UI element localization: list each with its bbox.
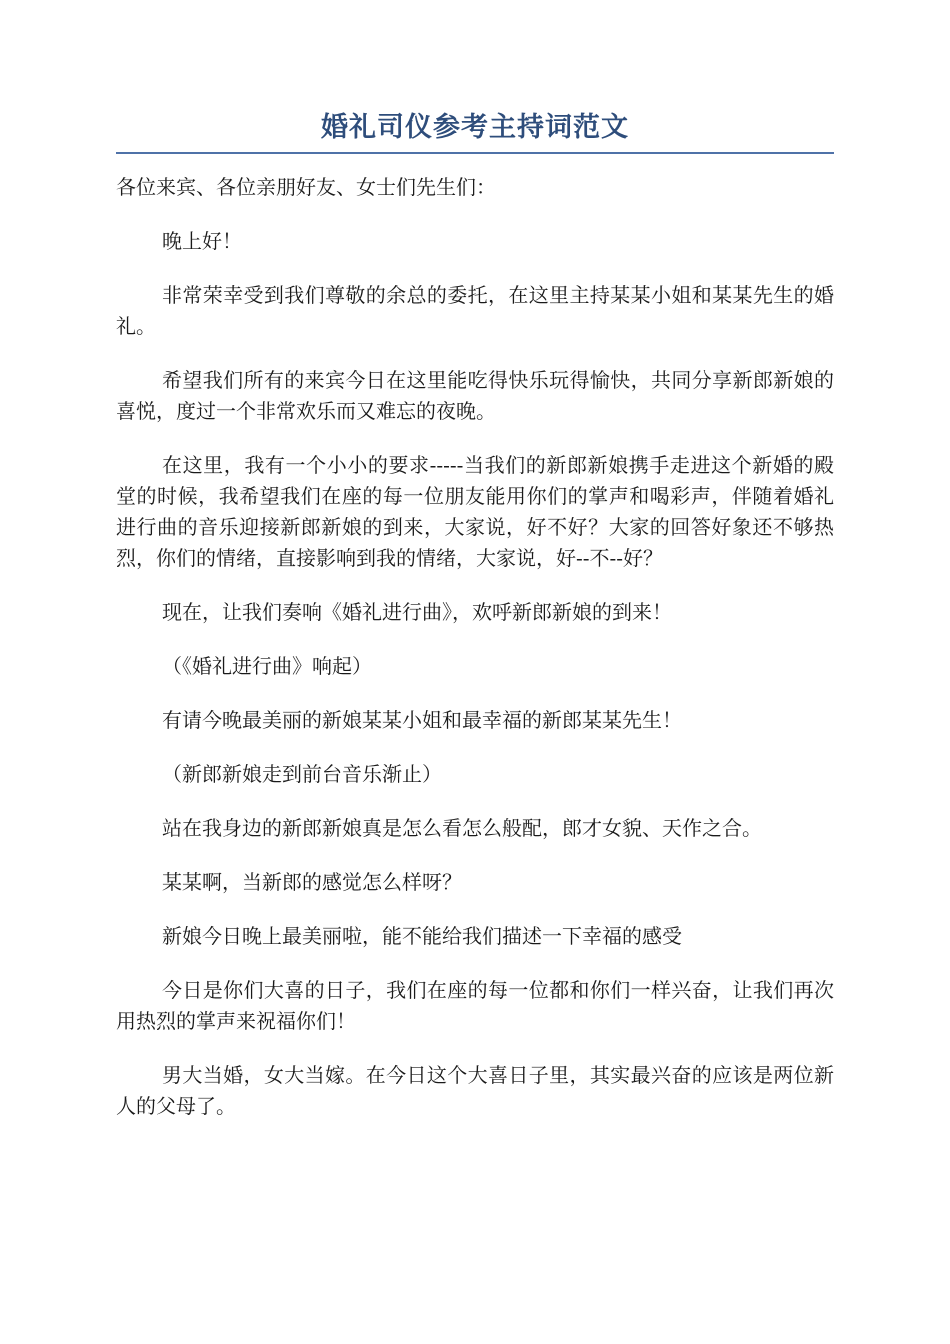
paragraph: 某某啊，当新郎的感觉怎么样呀？ [162, 870, 462, 894]
paragraph: 晚上好！ [162, 229, 242, 253]
paragraph: 在这里，我有一个小小的要求-----当我们的新郎新娘携手走进这个新婚的殿堂的时候，我希望我们在座的每一位朋友能用你们的掌声和喝彩声，伴随着婚礼进行曲的音乐迎接新郎新娘的到来，大家说，好不好？大家的回答好象还不够热烈，你们的情绪，直接影响到我的情绪，大家说，好--不--好？ [116, 453, 834, 570]
paragraph: 现在，让我们奏响《婚礼进行曲》，欢呼新郎新娘的到来！ [162, 600, 672, 624]
paragraph: 非常荣幸受到我们尊敬的余总的委托，在这里主持某某小姐和某某先生的婚礼。 [116, 283, 834, 338]
paragraph: 有请今晚最美丽的新娘某某小姐和最幸福的新郎某某先生！ [162, 708, 682, 732]
paragraph: 今日是你们大喜的日子，我们在座的每一位都和你们一样兴奋，让我们再次用热烈的掌声来祝福你们！ [116, 978, 834, 1033]
paragraph: 站在我身边的新郎新娘真是怎么看怎么般配，郎才女貌、天作之合。 [162, 816, 762, 840]
paragraph: 男大当婚，女大当嫁。在今日这个大喜日子里，其实最兴奋的应该是两位新人的父母了。 [116, 1063, 834, 1118]
paragraph-greeting: 各位来宾、各位亲朋好友、女士们先生们： [116, 175, 496, 199]
document-page [116, 108, 834, 1145]
title-underline [116, 152, 834, 154]
paragraph: 新娘今日晚上最美丽啦，能不能给我们描述一下幸福的感受 [162, 924, 682, 948]
stage-direction: （《婚礼进行曲》响起） [162, 654, 372, 678]
document-title: 婚礼司仪参考主持词范文 [321, 112, 629, 143]
stage-direction: （新郎新娘走到前台音乐渐止） [162, 762, 442, 786]
paragraph: 希望我们所有的来宾今日在这里能吃得快乐玩得愉快，共同分享新郎新娘的喜悦，度过一个非常欢乐而又难忘的夜晚。 [116, 368, 834, 423]
